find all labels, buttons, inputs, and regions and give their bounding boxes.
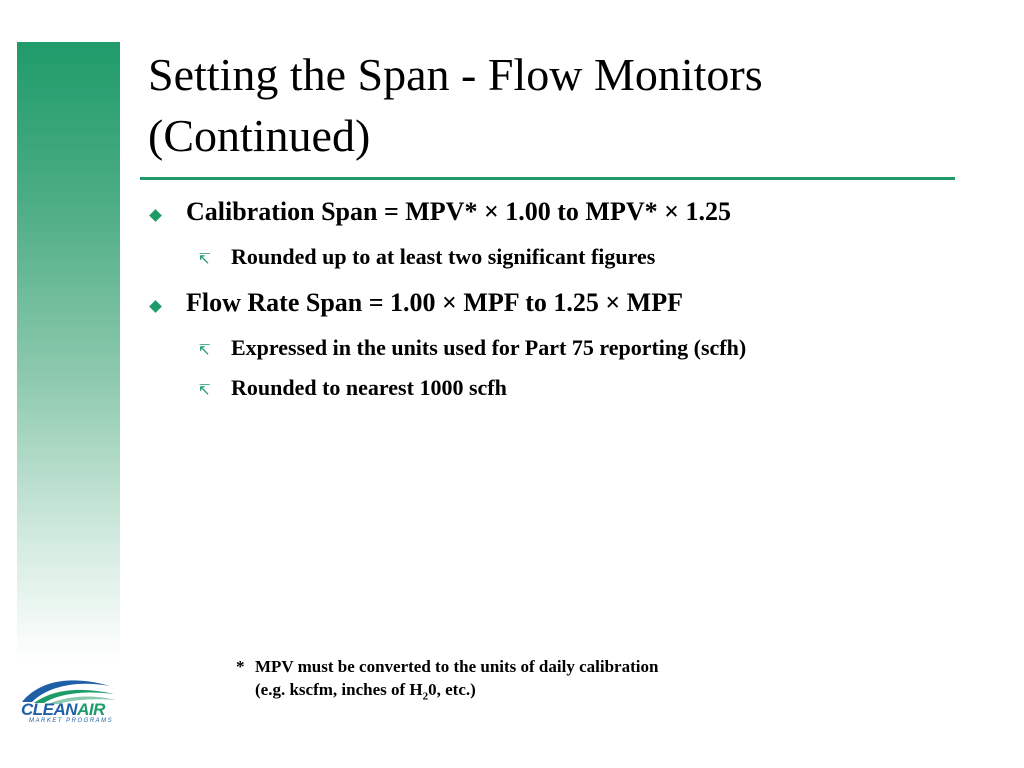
- footnote-line-2: [255, 678, 476, 708]
- clean-air-logo: [18, 672, 118, 732]
- logo-air: AIR: [77, 700, 105, 719]
- arrow-up-left-icon: ↸: [198, 250, 211, 268]
- diamond-icon: [149, 300, 162, 313]
- arrow-up-left-icon: ↸: [198, 341, 211, 359]
- sub-bullet-expressed-units: Expressed in the units used for Part 75 reporting (scfh): [231, 335, 747, 360]
- logo-tagline: MARKET PROGRAMS: [29, 718, 114, 724]
- diamond-icon: [149, 209, 162, 222]
- bullet-calibration-span: Calibration Span = MPV* × 1.00 to MPV* × 1.25: [186, 197, 731, 226]
- sub-bullet-rounded-nearest: Rounded to nearest 1000 scfh: [231, 375, 507, 400]
- footnote-line-2-pre: (e.g. kscfm, inches of H: [255, 680, 423, 699]
- logo-wordmark: [21, 700, 105, 720]
- title-line-2: (Continued): [148, 110, 371, 161]
- logo-clean: CLEAN: [21, 700, 78, 719]
- footnote-line-2-post: 0, etc.): [428, 680, 476, 699]
- footnote-subscript: 2: [422, 690, 429, 703]
- sub-bullet-rounded-up: Rounded up to at least two significant figures: [231, 244, 656, 269]
- bullet-flow-rate-span: Flow Rate Span = 1.00 × MPF to 1.25 × MPF: [186, 288, 683, 317]
- title-line-1: Setting the Span - Flow Monitors: [148, 49, 763, 100]
- footnote-line-1: MPV must be converted to the units of daily calibration: [255, 657, 659, 676]
- footnote-marker: *: [236, 657, 245, 676]
- arrow-up-left-icon: ↸: [198, 381, 211, 399]
